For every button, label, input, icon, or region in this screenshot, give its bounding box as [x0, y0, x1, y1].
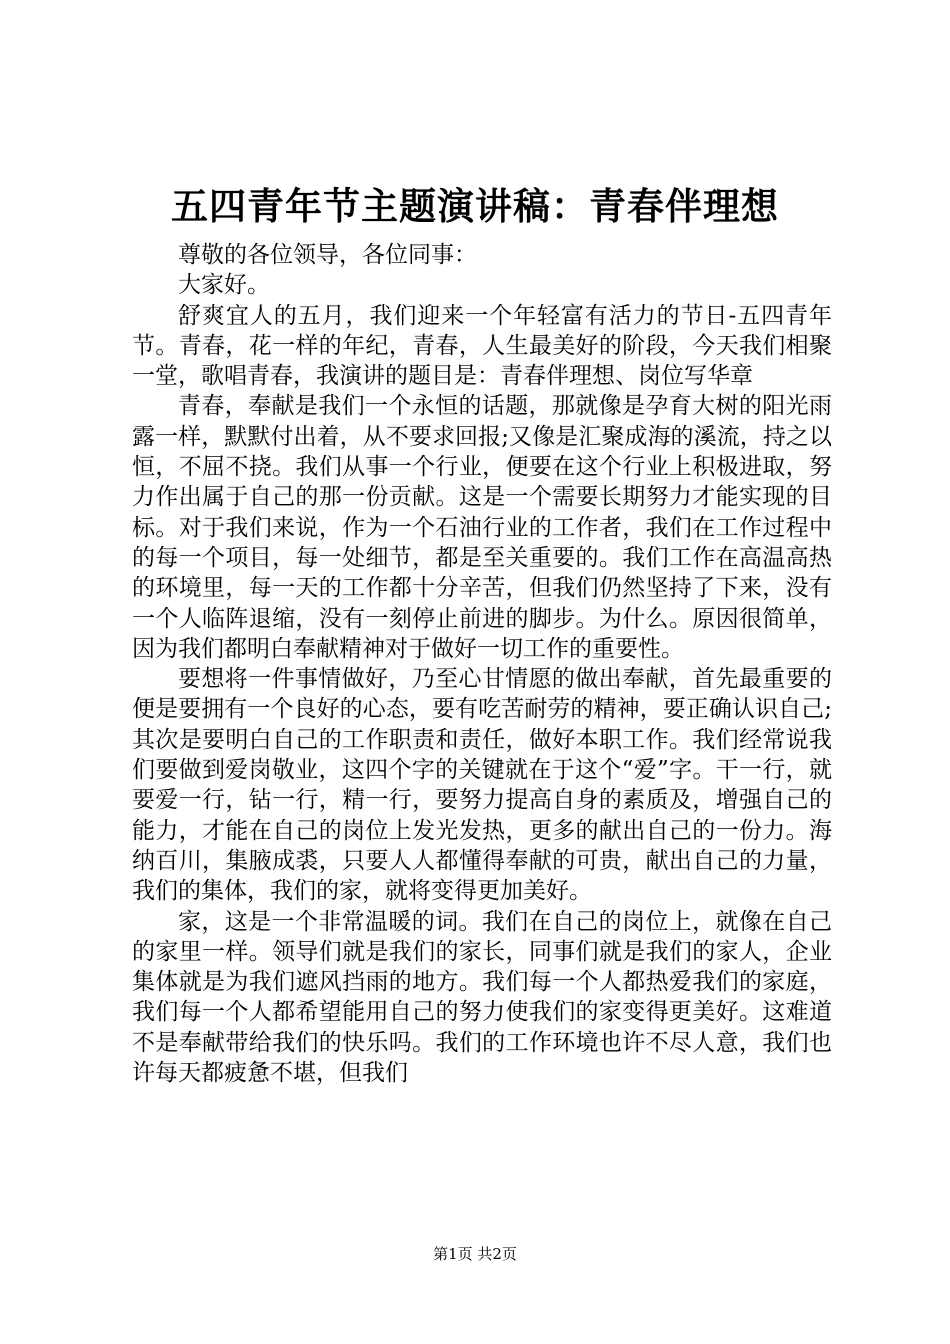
greeting: 大家好。 — [178, 272, 270, 299]
salutation: 尊敬的各位领导，各位同事： — [178, 242, 477, 268]
document-title: 五四青年节主题演讲稿：青春伴理想 — [171, 185, 779, 228]
paragraph: 青春，奉献是我们一个永恒的话题，那就像是孕育大树的阳光雨露一样，默默付出着，从不要求回报;又像是汇聚成海的溪流，持之以恒，不屈不挠。我们从事一个行业，便要在这个行业上积极进取，努力作出属于自己的那一份贡献。这是一个需要长期努力才能实现的目标。对于我们来说，作为一个石油行业的工作者，我们在工作过程中的每一个项目，每一处细节，都是至关重要的。我们工作在高温高热的环境里，每一天的工作都十分辛苦，但我们仍然坚持了下来，没有一个人临阵退缩，没有一刻停止前进的脚步。为什么。原因很简单，因为我们都明白奉献精神对于做好一切工作的重要性。 — [132, 393, 832, 662]
page-footer: 第1页 共2页 — [433, 1245, 517, 1263]
paragraph: 要想将一件事情做好，乃至心甘情愿的做出奉献，首先最重要的便是要拥有一个良好的心态，要有吃苦耐劳的精神，要正确认识自己;其次是要明白自己的工作职责和责任，做好本职工作。我们经常说我们要做到爱岗敬业，这四个字的关键就在于这个“爱”字。干一行，就要爱一行，钻一行，精一行，要努力提高自身的素质及，增强自己的能力，才能在自己的岗位上发光发热，更多的献出自己的一份力。海纳百川，集腋成裘，只要人人都懂得奉献的可贵，献出自己的力量，我们的集体，我们的家，就将变得更加美好。 — [132, 666, 832, 905]
document-body — [132, 240, 832, 1088]
paragraph: 舒爽宜人的五月，我们迎来一个年轻富有活力的节日-五四青年节。青春，花一样的年纪，青春，人生最美好的阶段，今天我们相聚一堂，歌唱青春，我演讲的题目是：青春伴理想、岗位写华章 — [132, 302, 832, 390]
paragraph: 家，这是一个非常温暖的词。我们在自己的岗位上，就像在自己的家里一样。领导们就是我们的家长，同事们就是我们的家人，企业集体就是为我们遮风挡雨的地方。我们每一个人都热爱我们的家庭，我们每一个人都希望能用自己的努力使我们的家变得更美好。这难道不是奉献带给我们的快乐吗。我们的工作环境也许不尽人意，我们也许每天都疲惫不堪，但我们 — [132, 908, 832, 1087]
